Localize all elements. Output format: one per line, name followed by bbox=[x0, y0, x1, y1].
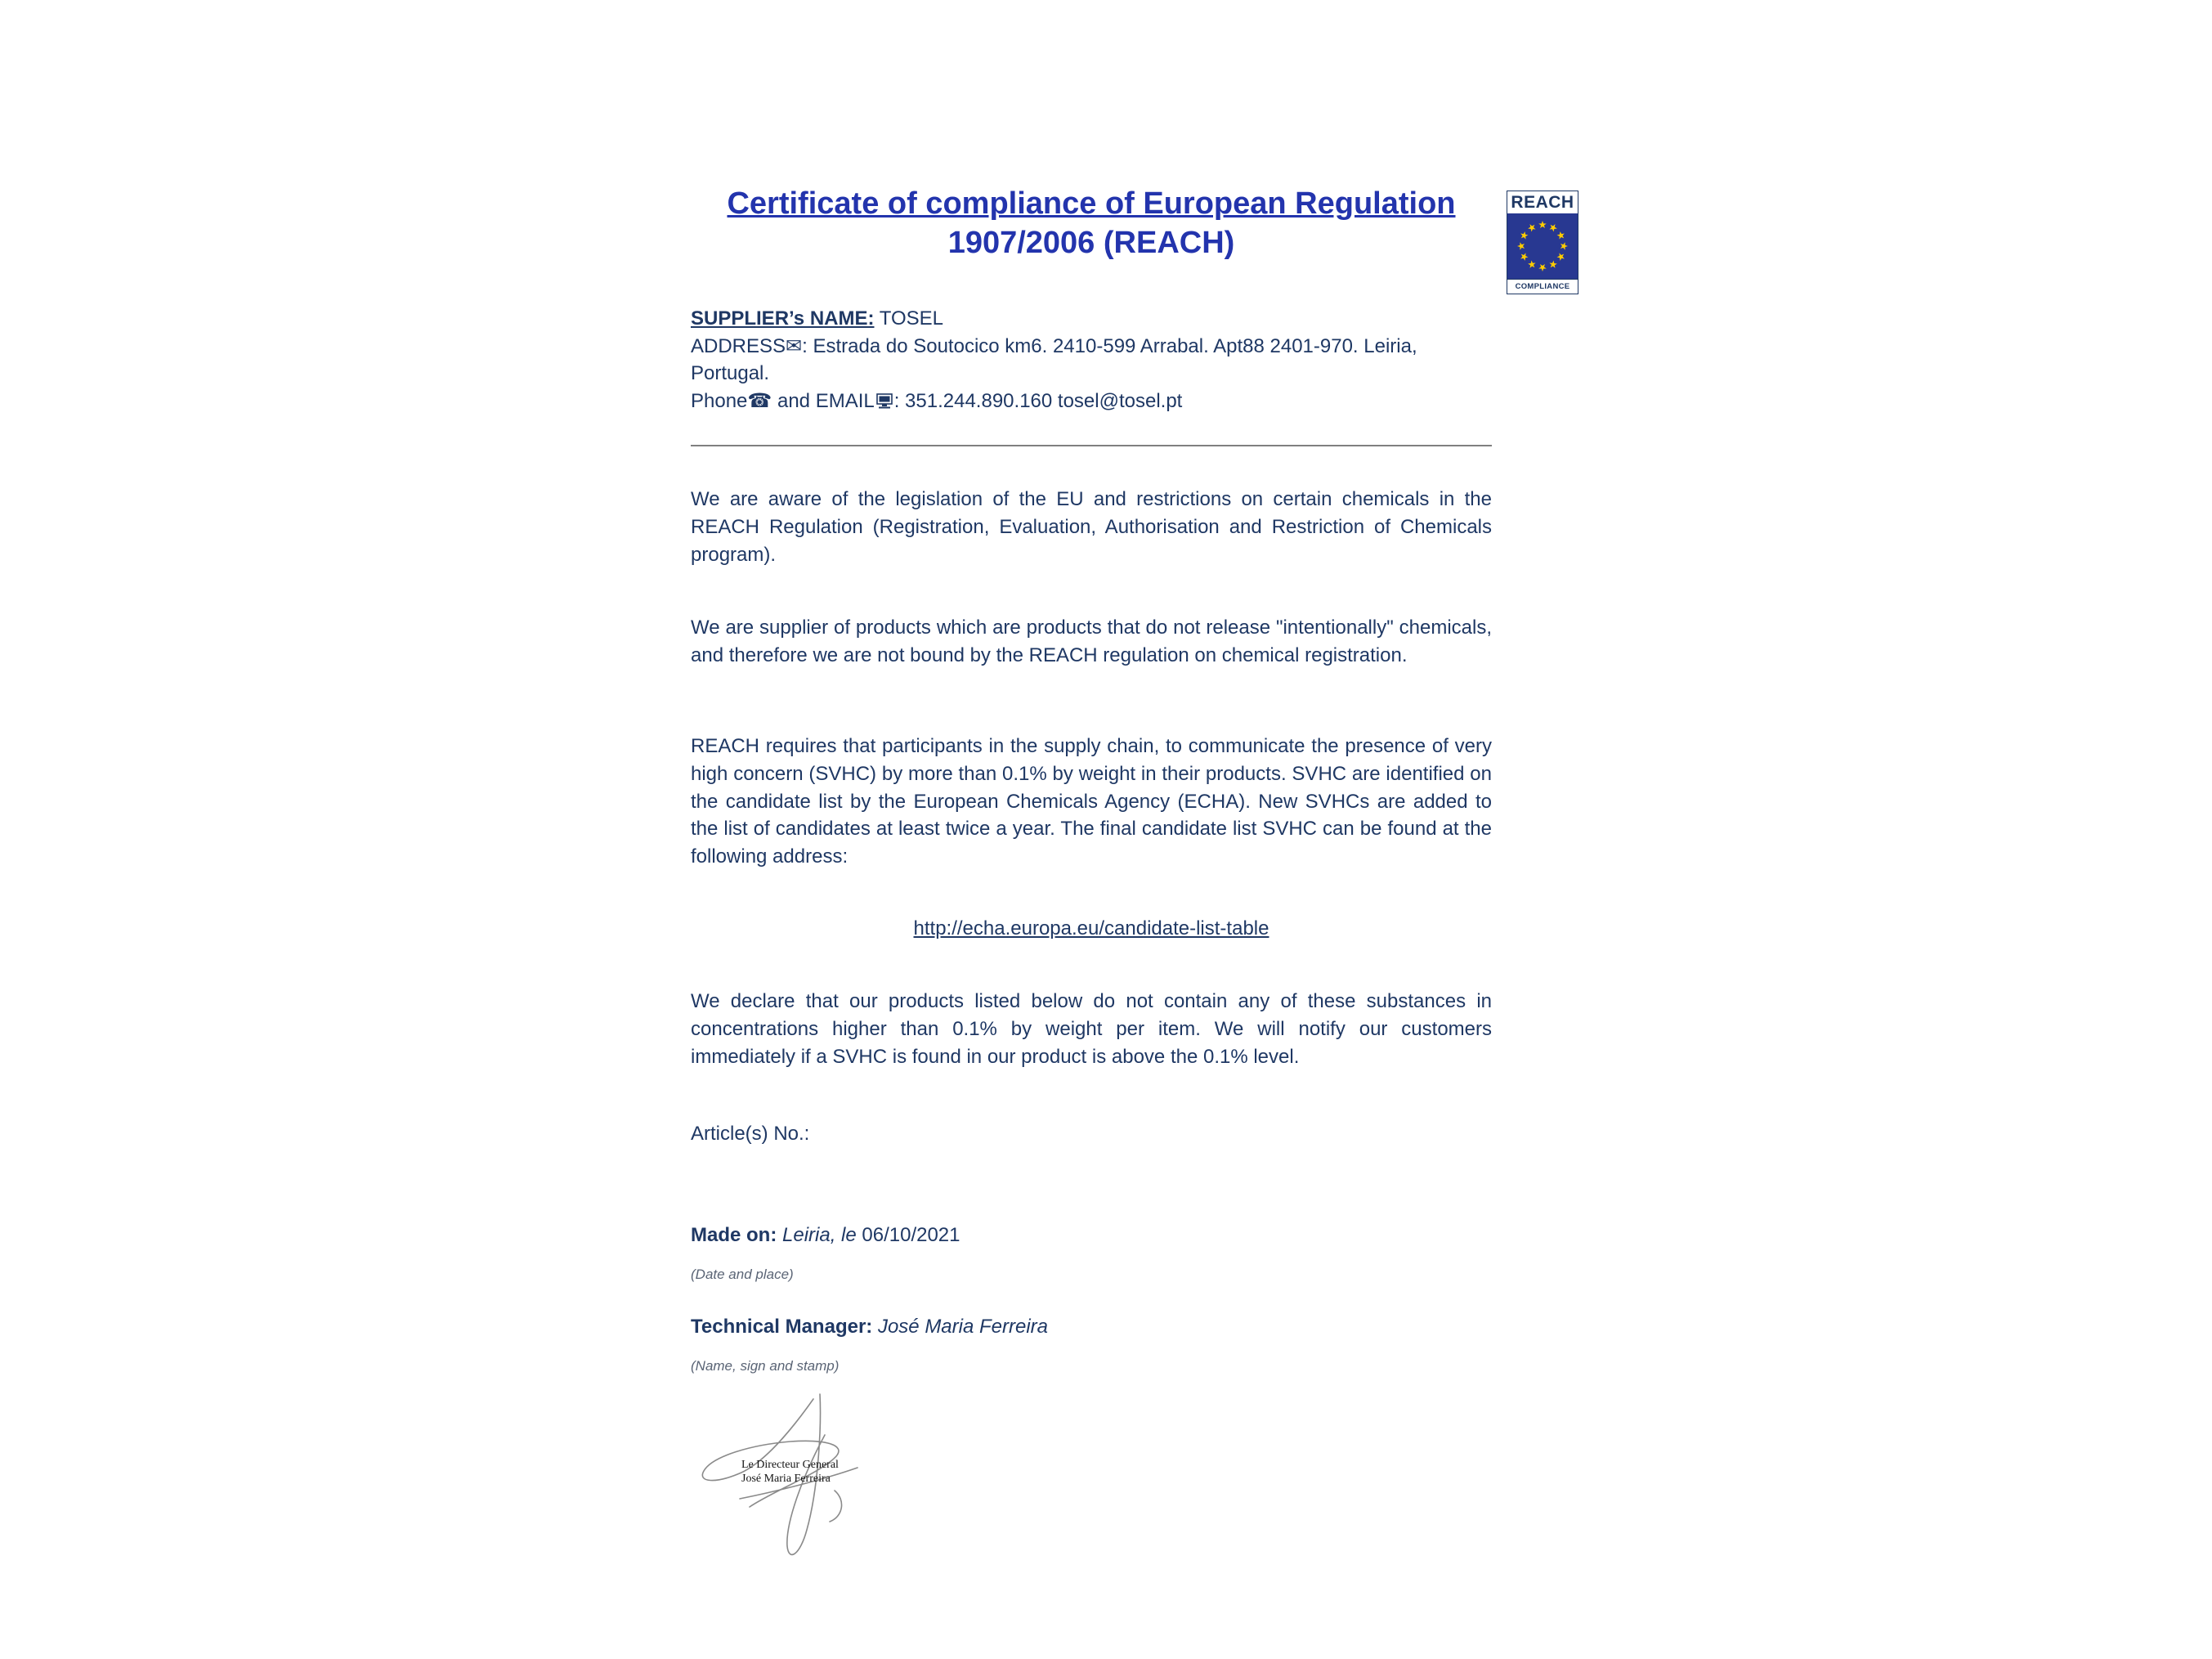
email-label: and EMAIL bbox=[772, 389, 875, 412]
document-body bbox=[691, 185, 1492, 1568]
paragraph-supplier-statement: We are supplier of products which are products that do not release "intentionally" chemicals, and therefore we are not bound by the REACH regulation on chemical registration. bbox=[691, 617, 1492, 666]
made-on-date: 06/10/2021 bbox=[856, 1224, 960, 1247]
reach-compliance-logo bbox=[1507, 191, 1578, 294]
signature-block bbox=[691, 1392, 960, 1568]
technical-manager-name: José Maria Ferreira bbox=[872, 1316, 1049, 1338]
supplier-name-value: TOSEL bbox=[874, 307, 943, 330]
address-label: ADDRESS bbox=[691, 334, 786, 357]
paragraph-declaration: We declare that our products listed below do not contain any of these substances in concentrations higher than 0.1% by weight per item. We will notify our customers immediately if a SVHC is found in our product is above the 0.1% level. bbox=[691, 990, 1492, 1068]
reach-logo-title: REACH bbox=[1511, 193, 1574, 212]
technical-manager-line bbox=[691, 1316, 1492, 1338]
signature-line1: Le Directeur General bbox=[741, 1459, 839, 1472]
document-title bbox=[691, 185, 1492, 262]
supplier-block bbox=[691, 305, 1492, 417]
name-sign-stamp-note: (Name, sign and stamp) bbox=[691, 1358, 840, 1374]
computer-icon bbox=[875, 390, 893, 418]
eu-flag-icon bbox=[1507, 213, 1578, 279]
phone-icon: ☎ bbox=[747, 389, 772, 412]
paragraph-awareness: We are aware of the legislation of the EU and restrictions on certain chemicals in the REACH Regulation (Registration, Evaluation, Authorisation and Restriction of Chemicals program). bbox=[691, 488, 1492, 566]
title-line2: 1907/2006 (REACH) bbox=[947, 225, 1235, 260]
made-on-label: Made on: bbox=[691, 1224, 777, 1247]
signature-text bbox=[741, 1458, 839, 1486]
paragraph-svhc-requirements: REACH requires that participants in the supply chain, to communicate the presence of very high concern (SVHC) by more than 0.1% by weight in their products. SVHC are identified on the candidate list by the European Chemicals Agency (ECHA). New SVHCs are added to the list of candidates at least twice a year. The final candidate list SVHC can be found at the following address: bbox=[691, 735, 1492, 868]
phone-label: Phone bbox=[691, 389, 748, 412]
candidate-list-link[interactable]: http://echa.europa.eu/candidate-list-table bbox=[913, 917, 1269, 940]
candidate-list-link-row bbox=[691, 917, 1492, 940]
technical-manager-label: Technical Manager: bbox=[691, 1316, 873, 1338]
title-line1: Certificate of compliance of European Regulation bbox=[727, 186, 1456, 221]
envelope-icon: ✉ bbox=[786, 334, 803, 357]
signature-line2: José Maria Ferreira bbox=[741, 1473, 831, 1486]
reach-logo-caption: COMPLIANCE bbox=[1507, 279, 1578, 294]
date-place-note: (Date and place) bbox=[691, 1267, 794, 1283]
made-on-line bbox=[691, 1224, 1492, 1247]
made-on-place: Leiria, le bbox=[777, 1224, 857, 1247]
article-number-label: Article(s) No.: bbox=[691, 1123, 810, 1146]
divider bbox=[691, 445, 1492, 446]
address-value: : Estrada do Soutocico km6. 2410-599 Arrabal. Apt88 2401-970. Leiria, Portugal. bbox=[691, 334, 1417, 385]
contact-value: : 351.244.890.160 tosel@tosel.pt bbox=[893, 389, 1183, 412]
supplier-name-label: SUPPLIER’s NAME: bbox=[691, 307, 875, 330]
